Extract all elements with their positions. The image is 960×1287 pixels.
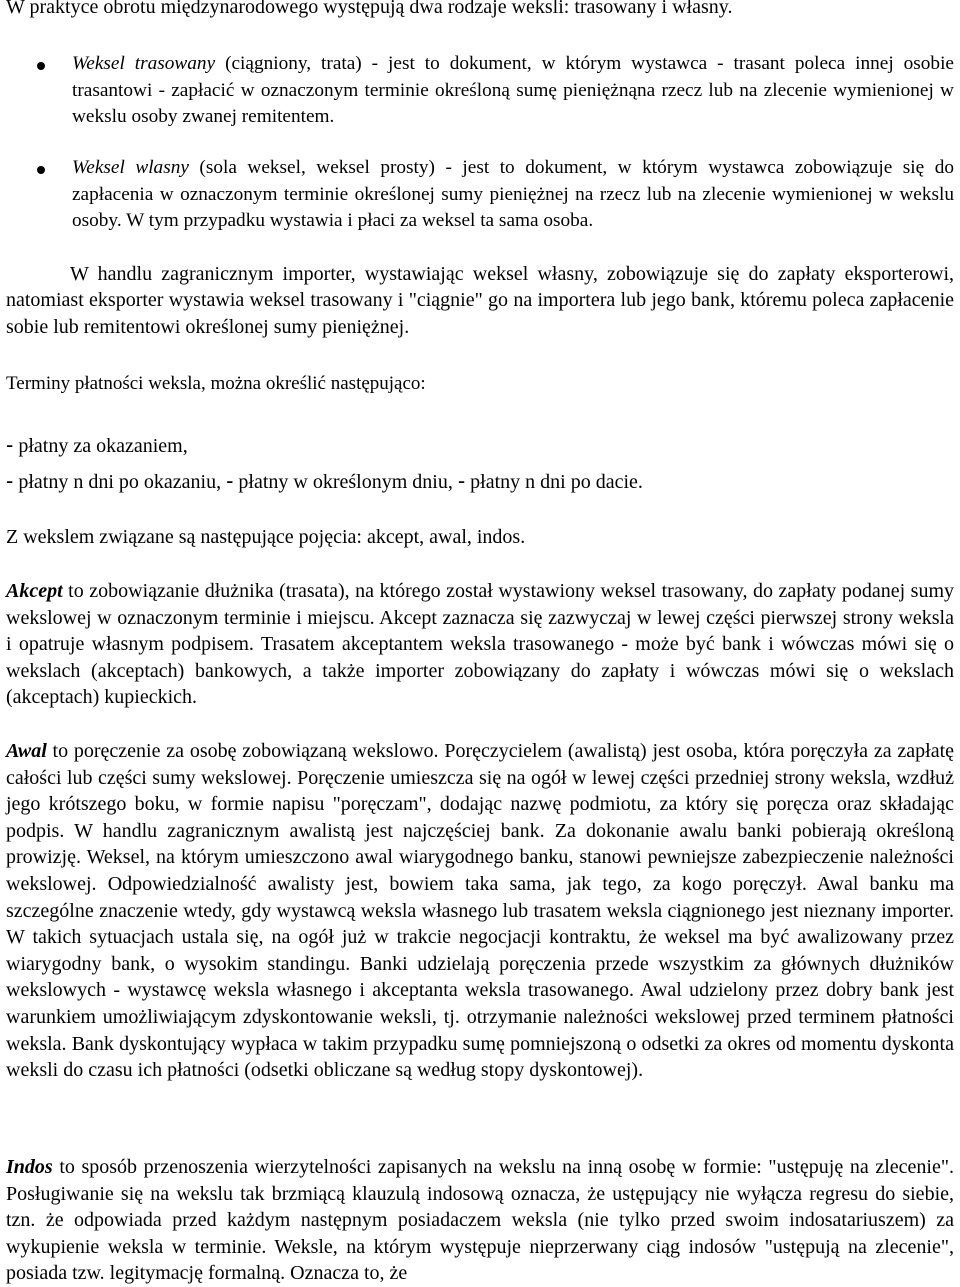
- dash-icon: -: [226, 468, 234, 493]
- akcept-definition: to zobowiązanie dłużnika (trasata), na którego został wystawiony weksel trasowany, do zapłaty podanej sumy wekslowej w oznaczonym terminie i miejscu. Akcept zaznacza się zazwyczaj w lewej części pierwszej strony weksla i opatruje własnym podpisem. Trasatem akceptantem weksla trasowanego - może być bank i wówczas mówi się o wekslach (akceptach) bankowych, a także importer zobowiązany do zapłaty i wówczas mówi się o wekslach (akceptach) kupieckich.: [6, 580, 954, 709]
- awal-paragraph: [6, 738, 954, 1084]
- bullet-dot-icon: [37, 166, 45, 174]
- indos-paragraph: [6, 1154, 954, 1287]
- definition-weksel-wlasny: (sola weksel, weksel prosty) - jest to dokument, w którym wystawca zobowiązuje się do zapłacenia w oznaczonym terminie określonej sumy pieniężnej na rzecz lub na zlecenie wymienionej w wekslu osoby. W tym przypadku wystawia i płaci za weksel ta sama osoba.: [72, 157, 954, 231]
- akcept-paragraph: [6, 578, 954, 711]
- terminy-line-1: [6, 432, 954, 459]
- intro-paragraph: W praktyce obrotu międzynarodowego występują dwa rodzaje weksli: trasowany i własny.: [6, 0, 733, 18]
- dash-icon: -: [457, 468, 466, 493]
- terminy-heading: Terminy płatności weksla, można określić następująco:: [6, 373, 426, 394]
- dash-icon: -: [6, 432, 14, 457]
- term-akcept: Akcept: [6, 580, 63, 602]
- awal-definition: to poręczenie za osobę zobowiązaną wekslowo. Poręczycielem (awalistą) jest osoba, która poręczyła za zapłatę całości lub części sumy wekslowej. Poręczenie umieszcza się na ogół w lewej części przedniej strony weksla, wzdłuż jego krótszego boku, w formie napisu "poręczam", dodając nazwę podmiotu, za który się poręcza oraz składając podpis. W handlu zagranicznym awalistą jest najczęściej bank. Za dokonanie awalu banki pobierają określoną prowizję. Weksel, na którym umieszczono awal wiarygodnego banku, stanowi pewniejsze zabezpieczenie należności wekslowej. Odpowiedzialność awalisty jest, bowiem taka sama, jak tego, za kogo poręczył. Awal banku ma szczególne znaczenie wtedy, gdy wystawcą weksla własnego lub trasatem weksla ciągnionego jest nieznany importer. W takich sytuacjach ustala się, na ogół już w trakcie negocjacji kontraktu, że weksel ma być awalizowany przez wiarygodny bank, o wysokim standingu. Banki udzielają poręczenia przede wszystkim za głównych dłużników wekslowych - wystawcę weksla własnego i akceptanta weksla trasowanego. Awal udzielony przez dobry bank jest warunkiem umożliwiającym zdyskontowanie weksli, tj. otrzymanie należności wekslowej przed terminem płatności weksla. Bank dyskontujący wypłaca w takim przypadku sumę pomniejszoną o odsetki za okres od momentu dyskonta weksli do czasu ich płatności (odsetki obliczane są według stopy dyskontowej).: [6, 740, 954, 1082]
- indos-definition: to sposób przenoszenia wierzytelności zapisanych na wekslu na inną osobę w formie: "ustępuję na zlecenie". Posługiwanie się na wekslu tak brzmiącą klauzulą indosową oznacza, że ustępujący nie wyłącza regresu do siebie, tzn. że odpowiada przed każdym następnym posiadaczem weksla (nie tylko przed swoim indosatariuszem) za wykupienie weksla w terminie. Weksle, na którym występuje nieprzerwany ciąg indosów "ustępują na zlecenie", posiada tzw. legitymację formalną. Oznacza to, że: [6, 1156, 954, 1285]
- term-weksel-trasowany: Weksel trasowany: [72, 53, 216, 74]
- term-indos: Indos: [6, 1156, 53, 1178]
- termin-w-dniu: płatny w określonym dniu,: [233, 471, 458, 493]
- termin-po-dacie: płatny n dni po dacie.: [465, 471, 643, 493]
- dash-icon: -: [6, 468, 14, 493]
- bullet-text: [6, 51, 954, 131]
- bullet-weksel-wlasny: [6, 155, 954, 235]
- term-awal: Awal: [6, 740, 47, 762]
- bullet-text: [6, 155, 954, 235]
- bullet-dot-icon: [37, 62, 45, 70]
- termin-za-okazaniem: płatny za okazaniem,: [13, 435, 188, 457]
- definition-weksel-trasowany: (ciągniony, trata) - jest to dokument, w którym wystawca - trasant poleca innej osobie trasantowi - zapłacić w oznaczonym terminie określoną sumę pieniężnąna rzecz lub na zlecenie wymienionej w wekslu osoby zwanej remitentem.: [72, 53, 954, 127]
- term-weksel-wlasny: Weksel wlasny: [72, 157, 189, 178]
- terminy-line-2: [6, 468, 954, 495]
- bullet-weksel-trasowany: [6, 51, 954, 131]
- pojecia-paragraph: Z wekslem związane są następujące pojęcia: akcept, awal, indos.: [6, 526, 526, 548]
- handel-paragraph: W handlu zagranicznym importer, wystawiając weksel własny, zobowiązuje się do zapłaty eksporterowi, natomiast eksporter wystawia weksel trasowany i "ciągnie" go na importera lub jego bank, któremu poleca zapłacenie sobie lub remitentowi określonej sumy pieniężnej.: [6, 263, 954, 338]
- termin-po-okazaniu: płatny n dni po okazaniu,: [13, 471, 227, 493]
